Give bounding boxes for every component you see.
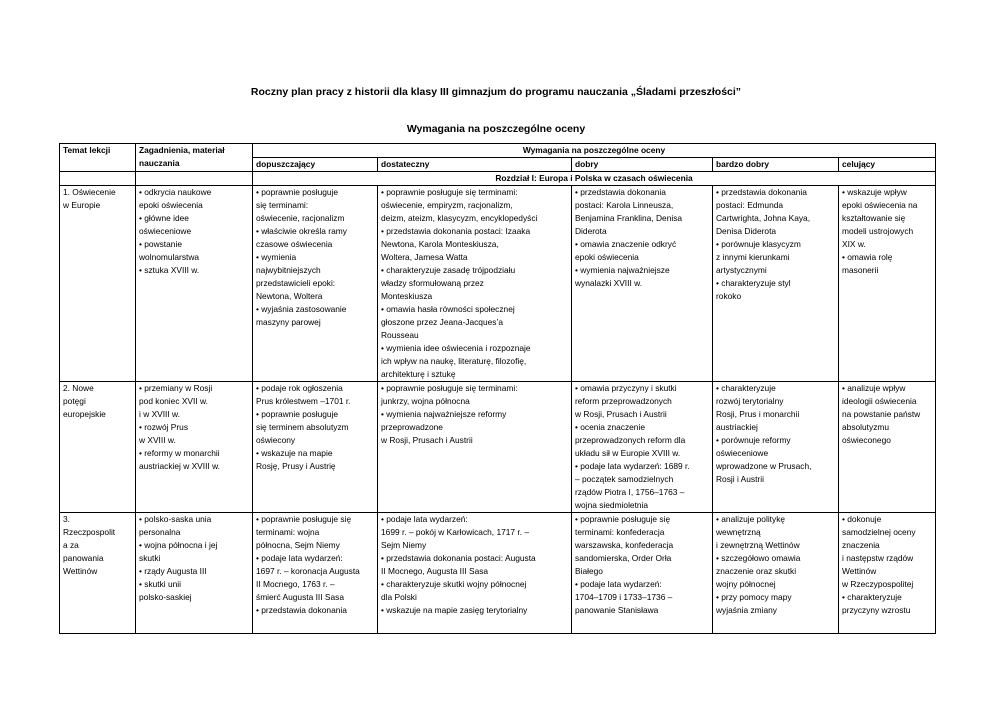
- cell-line: terminami: wojna: [256, 527, 320, 537]
- chapter-spacer-issues: [136, 172, 253, 186]
- header-issues: [136, 144, 253, 172]
- cell-line: junkrzy, wojna północna: [381, 396, 470, 406]
- cell-line: postaci: Karola Linneusza,: [575, 200, 674, 210]
- grade-cell-bardzo-dobry: [713, 382, 839, 513]
- cell-line: śmierć Augusta III Sasa: [256, 592, 344, 602]
- cell-line: przeprowadzone: [381, 422, 443, 432]
- cell-line: austriackiej: [716, 422, 758, 432]
- cell-line: • charakteryzuje zasadę trójpodziału: [381, 265, 516, 275]
- cell-line: układu sił w Europie XVIII w.: [575, 448, 681, 458]
- grade-cell-dostateczny: [378, 186, 572, 382]
- cell-line: Rousseau: [381, 330, 419, 340]
- grade-header-1: dopuszczający: [253, 158, 378, 172]
- grade-cell-bardzo-dobry: [713, 186, 839, 382]
- cell-line: • poprawnie posługuje się terminami:: [381, 187, 518, 197]
- cell-line: epoki oświecenia: [139, 200, 203, 210]
- grade-cell-celujacy: [839, 513, 936, 634]
- cell-line: znaczenie oraz skutki: [716, 566, 797, 576]
- cell-line: rokoko: [716, 291, 742, 301]
- cell-line: się terminami:: [256, 200, 309, 210]
- document-title: Roczny plan pracy z historii dla klasy III gimnazjum do programu nauczania „Śladami przeszłości”: [250, 86, 742, 98]
- cell-line: 1697 r. – koronacja Augusta: [256, 566, 360, 576]
- cell-line: • rozwój Prus: [139, 422, 189, 432]
- cell-line: 1704–1709 i 1733–1736 –: [575, 592, 673, 602]
- cell-line: • analizuje politykę: [716, 514, 786, 524]
- cell-line: z innymi kierunkami: [716, 252, 790, 262]
- header-topic: Temat lekcji: [60, 144, 136, 172]
- cell-line: Wettinów: [842, 566, 877, 576]
- cell-line: • przy pomocy mapy: [716, 592, 792, 602]
- cell-line: panowanie Stanisława: [575, 605, 659, 615]
- cell-line: • wymienia najważniejsze: [575, 265, 670, 275]
- cell-line: 1. Oświecenie: [63, 187, 116, 197]
- lesson-issues: [136, 513, 253, 634]
- cell-line: Rosji i Austrii: [716, 474, 764, 484]
- lesson-issues: [136, 382, 253, 513]
- cell-line: austriackiej w XVIII w.: [139, 461, 220, 471]
- cell-line: skutki: [139, 553, 161, 563]
- cell-line: • omawia rolę: [842, 252, 893, 262]
- cell-line: modeli ustrojowych: [842, 226, 914, 236]
- cell-line: oświeceniowe: [716, 448, 769, 458]
- cell-line: na powstanie państw: [842, 409, 921, 419]
- cell-line: oświeconego: [842, 435, 891, 445]
- grade-header-4: bardzo dobry: [713, 158, 839, 172]
- cell-line: ideologii oświecenia: [842, 396, 917, 406]
- cell-line: • powstanie: [139, 239, 182, 249]
- cell-line: reform przeprowadzonych: [575, 396, 672, 406]
- cell-line: • omawia hasła równości społecznej: [381, 304, 515, 314]
- lesson-topic: [60, 513, 136, 634]
- cell-line: XIX w.: [842, 239, 866, 249]
- cell-line: Prus królestwem –1701 r.: [256, 396, 351, 406]
- cell-line: warszawska, konfederacja: [575, 540, 674, 550]
- cell-line: • dokonuje: [842, 514, 882, 524]
- cell-line: w Rosji, Prusach i Austrii: [575, 409, 667, 419]
- cell-line: • analizuje wpływ: [842, 383, 906, 393]
- cell-line: • podaje rok ogłoszenia: [256, 383, 343, 393]
- cell-line: – początek samodzielnych: [575, 474, 674, 484]
- cell-line: • szczegółowo omawia: [716, 553, 801, 563]
- cell-line: a za: [63, 540, 79, 550]
- cell-line: polsko-saskiej: [139, 592, 192, 602]
- cell-line: • wskazuje na mapie: [256, 448, 333, 458]
- cell-line: Białego: [575, 566, 603, 576]
- cell-line: • wskazuje na mapie zasięg terytorialny: [381, 605, 528, 615]
- cell-line: Rosji, Prus i monarchii: [716, 409, 800, 419]
- cell-line: europejskie: [63, 409, 106, 419]
- cell-line: • skutki unii: [139, 579, 182, 589]
- cell-line: wojna siedmioletnia: [575, 500, 649, 510]
- cell-line: • właściwie określa ramy: [256, 226, 347, 236]
- cell-line: • przedstawia dokonania: [716, 187, 807, 197]
- cell-line: Newtona, Karola Monteskiusza,: [381, 239, 499, 249]
- requirements-table: [59, 143, 936, 634]
- cell-line: kształtowanie się: [842, 213, 906, 223]
- cell-line: • porównuje klasycyzm: [716, 239, 801, 249]
- grade-cell-dobry: [572, 513, 713, 634]
- cell-line: Denisa Diderota: [716, 226, 777, 236]
- cell-line: epoki oświecenia na: [842, 200, 918, 210]
- cell-line: w Rosji, Prusach i Austrii: [381, 435, 473, 445]
- cell-line: • wskazuje wpływ: [842, 187, 907, 197]
- table-row: [60, 382, 936, 513]
- cell-line: • przemiany w Rosji: [139, 383, 213, 393]
- cell-line: • wymienia najważniejsze reformy: [381, 409, 507, 419]
- cell-line: rozwój terytorialny: [716, 396, 784, 406]
- cell-line: terminami: konfederacja: [575, 527, 665, 537]
- lesson-topic: [60, 382, 136, 513]
- cell-line: dla Polski: [381, 592, 417, 602]
- cell-line: • odkrycia naukowe: [139, 187, 212, 197]
- grade-cell-dopuszczajacy: [253, 513, 378, 634]
- cell-line: Benjamina Franklina, Denisa: [575, 213, 683, 223]
- cell-line: oświecony: [256, 435, 296, 445]
- grade-cell-celujacy: [839, 186, 936, 382]
- cell-line: 3.: [63, 514, 70, 524]
- cell-line: • wymienia: [256, 252, 297, 262]
- cell-line: • wyjaśnia zastosowanie: [256, 304, 347, 314]
- table-row: [60, 513, 936, 634]
- cell-line: oświecenie, empiryzm, racjonalizm,: [381, 200, 513, 210]
- grade-header-2: dostateczny: [378, 158, 572, 172]
- cell-line: architekturę i sztukę: [381, 369, 456, 379]
- grade-cell-dostateczny: [378, 513, 572, 634]
- cell-line: • główne idee: [139, 213, 189, 223]
- cell-line: wynalazki XVIII w.: [575, 278, 643, 288]
- cell-line: i w XVIII w.: [139, 409, 180, 419]
- cell-line: nauczania: [139, 158, 180, 168]
- grade-header-3: dobry: [572, 158, 713, 172]
- grade-cell-dobry: [572, 382, 713, 513]
- cell-line: Sejm Niemy: [381, 540, 427, 550]
- cell-line: • charakteryzuje styl: [716, 278, 791, 288]
- cell-line: sandomierska, Order Orła: [575, 553, 672, 563]
- cell-line: • wymienia idee oświecenia i rozpoznaje: [381, 343, 531, 353]
- cell-line: wolnomularstwa: [139, 252, 200, 262]
- cell-line: • ocenia znaczenie: [575, 422, 645, 432]
- cell-line: • rządy Augusta III: [139, 566, 207, 576]
- cell-line: Cartwrighta, Johna Kaya,: [716, 213, 811, 223]
- lesson-topic: [60, 186, 136, 382]
- cell-line: epoki oświecenia: [575, 252, 639, 262]
- cell-line: artystycznymi: [716, 265, 767, 275]
- cell-line: II Mocnego, Augusta III Sasa: [381, 566, 489, 576]
- cell-line: pod koniec XVII w.: [139, 396, 208, 406]
- chapter-title: Rozdział I: Europa i Polska w czasach oświecenia: [253, 172, 936, 186]
- cell-line: • podaje lata wydarzeń:: [381, 514, 468, 524]
- cell-line: przeprowadzonych reform dla: [575, 435, 686, 445]
- cell-line: się terminem absolutyzm: [256, 422, 349, 432]
- cell-line: • przedstawia dokonania: [575, 187, 666, 197]
- grade-cell-dobry: [572, 186, 713, 382]
- grade-cell-dopuszczajacy: [253, 186, 378, 382]
- cell-line: Wettinów: [63, 566, 98, 576]
- cell-line: ich wpływ na naukę, literaturę, filozofię,: [381, 356, 527, 366]
- cell-line: władzy sformułowaną przez: [381, 278, 484, 288]
- chapter-spacer-topic: [60, 172, 136, 186]
- grade-cell-bardzo-dobry: [713, 513, 839, 634]
- cell-line: • reformy w monarchii: [139, 448, 220, 458]
- cell-line: deizm, ateizm, klasycyzm, encyklopedyści: [381, 213, 538, 223]
- cell-line: głoszone przez Jeana-Jacques’a: [381, 317, 503, 327]
- cell-line: • podaje lata wydarzeń:: [256, 553, 343, 563]
- grade-cell-celujacy: [839, 382, 936, 513]
- cell-line: w Rzeczypospolitej: [842, 579, 914, 589]
- cell-line: • charakteryzuje: [842, 592, 902, 602]
- cell-line: Newtona, Woltera: [256, 291, 323, 301]
- cell-line: • poprawnie posługuje: [256, 187, 339, 197]
- lesson-issues: [136, 186, 253, 382]
- table-row: [60, 186, 936, 382]
- chapter-row: [60, 172, 936, 186]
- cell-line: • omawia znaczenie odkryć: [575, 239, 677, 249]
- cell-line: oświeceniowe: [139, 226, 192, 236]
- cell-line: czasowe oświecenia: [256, 239, 333, 249]
- cell-line: Rzeczpospolit: [63, 527, 116, 537]
- cell-line: • poprawnie posługuje: [256, 409, 339, 419]
- cell-line: Zagadnienia, materiał: [139, 145, 225, 155]
- cell-line: • poprawnie posługuje się terminami:: [381, 383, 518, 393]
- cell-line: i następstw rządów: [842, 553, 914, 563]
- cell-line: maszyny parowej: [256, 317, 321, 327]
- cell-line: w Europie: [63, 200, 101, 210]
- cell-line: w XVIII w.: [139, 435, 176, 445]
- document-subtitle: Wymagania na poszczególne oceny: [406, 123, 586, 135]
- cell-line: północna, Sejm Niemy: [256, 540, 340, 550]
- cell-line: • porównuje reformy: [716, 435, 791, 445]
- cell-line: • podaje lata wydarzeń: 1689 r.: [575, 461, 690, 471]
- cell-line: • sztuka XVIII w.: [139, 265, 200, 275]
- cell-line: • podaje lata wydarzeń:: [575, 579, 662, 589]
- cell-line: przyczyny wzrostu: [842, 605, 911, 615]
- cell-line: Woltera, Jamesa Watta: [381, 252, 468, 262]
- cell-line: II Mocnego, 1763 r. –: [256, 579, 335, 589]
- cell-line: samodzielnej oceny: [842, 527, 916, 537]
- cell-line: potęgi: [63, 396, 86, 406]
- cell-line: rządów Piotra I, 1756–1763 –: [575, 487, 685, 497]
- cell-line: wojny północnej: [716, 579, 776, 589]
- cell-line: postaci: Edmunda: [716, 200, 784, 210]
- grade-header-5: celujący: [839, 158, 936, 172]
- cell-line: personalna: [139, 527, 181, 537]
- cell-line: • poprawnie posługuje się: [256, 514, 352, 524]
- cell-line: • omawia przyczyny i skutki: [575, 383, 677, 393]
- cell-line: wewnętrzną: [716, 527, 761, 537]
- grade-cell-dopuszczajacy: [253, 382, 378, 513]
- cell-line: • przedstawia dokonania postaci: Augusta: [381, 553, 536, 563]
- cell-line: • poprawnie posługuje się: [575, 514, 671, 524]
- cell-line: masonerii: [842, 265, 879, 275]
- cell-line: najwybitniejszych: [256, 265, 321, 275]
- cell-line: • wojna północna i jej: [139, 540, 218, 550]
- cell-line: Rosję, Prusy i Austrię: [256, 461, 336, 471]
- cell-line: wprowadzone w Prusach,: [716, 461, 812, 471]
- cell-line: wyjaśnia zmiany: [716, 605, 777, 615]
- cell-line: oświecenie, racjonalizm: [256, 213, 345, 223]
- cell-line: i zewnętrzną Wettinów: [716, 540, 800, 550]
- cell-line: 2. Nowe: [63, 383, 94, 393]
- cell-line: 1699 r. – pokój w Karłowicach, 1717 r. –: [381, 527, 530, 537]
- cell-line: panowania: [63, 553, 104, 563]
- cell-line: Monteskiusza: [381, 291, 433, 301]
- cell-line: • przedstawia dokonania: [256, 605, 347, 615]
- cell-line: • charakteryzuje skutki wojny północnej: [381, 579, 527, 589]
- header-row: [60, 144, 936, 158]
- cell-line: • polsko-saska unia: [139, 514, 212, 524]
- cell-line: absolutyzmu: [842, 422, 890, 432]
- cell-line: przedstawicieli epoki:: [256, 278, 336, 288]
- grade-cell-dostateczny: [378, 382, 572, 513]
- cell-line: znaczenia: [842, 540, 880, 550]
- header-grade-group: Wymagania na poszczególne oceny: [253, 144, 936, 158]
- cell-line: • przedstawia dokonania postaci: Izaaka: [381, 226, 531, 236]
- cell-line: • charakteryzuje: [716, 383, 776, 393]
- cell-line: Diderota: [575, 226, 607, 236]
